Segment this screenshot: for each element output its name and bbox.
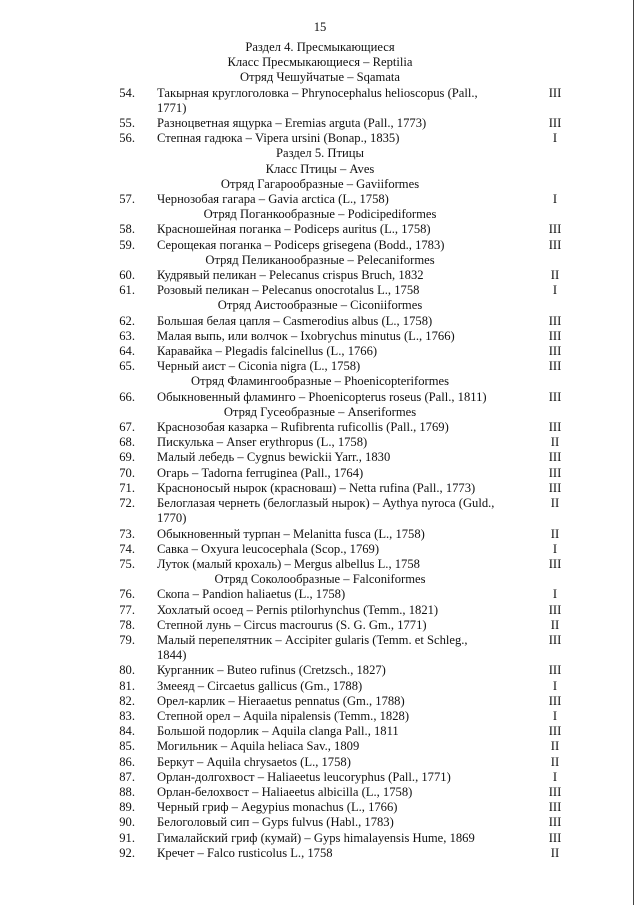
species-entry [0, 527, 640, 542]
entry-number: 71. [119, 480, 135, 495]
heading-text: Отряд Поганкообразные – Podicipediformes [203, 207, 437, 222]
species-entry [0, 618, 640, 633]
category-value: III [548, 222, 562, 237]
category-value: III [548, 800, 562, 815]
species-name: Огарь – Tadorna ferruginea (Pall., 1764) [157, 465, 364, 480]
heading-text: Раздел 4. Пресмыкающиеся [245, 40, 395, 54]
category-value: III [548, 328, 562, 343]
entry-number: 68. [119, 435, 135, 450]
heading-text: Отряд Гагарообразные – Gaviiformes [220, 176, 420, 191]
category-value: I [552, 769, 558, 784]
entry-number: 77. [119, 602, 135, 617]
species-entry [0, 268, 640, 283]
section-heading [0, 374, 640, 389]
entry-number: 59. [119, 237, 135, 252]
entry-number: 62. [119, 313, 135, 328]
entry-number: 81. [119, 678, 135, 693]
heading-text: Отряд Фламингообразные – Phoenicopteriformes [190, 374, 450, 389]
species-name: Белоглазая чернеть (белоглазый нырок) – Aythya nyroca (Guld., [157, 496, 495, 511]
species-entry [0, 466, 640, 481]
category-value: III [548, 465, 562, 480]
species-entry [0, 739, 640, 754]
category-value: II [550, 754, 560, 769]
entry-number: 60. [119, 268, 135, 283]
section-heading [0, 177, 640, 192]
entry-number: 58. [119, 222, 135, 237]
species-name: Орлан-белохвост – Haliaeetus albicilla (L., 1758) [157, 784, 413, 799]
entry-number: 57. [119, 192, 135, 207]
species-entry [0, 724, 640, 739]
species-entry [0, 831, 640, 846]
entry-number: 56. [119, 131, 135, 146]
entry-number: 88. [119, 784, 135, 799]
page-number: 15 [313, 20, 327, 34]
species-name: Разноцветная ящурка – Eremias arguta (Pall., 1773) [157, 116, 427, 131]
category-value: III [548, 784, 562, 799]
species-name: 1771) [157, 100, 187, 115]
species-entry [0, 435, 640, 450]
species-name: Чернозобая гагара – Gavia arctica (L., 1758) [157, 192, 389, 207]
heading-text: Класс Пресмыкающиеся – Reptilia [227, 55, 413, 70]
species-entry [0, 420, 640, 435]
species-name: Малая выпь, или волчок – Ixobrychus minutus (L., 1766) [157, 328, 455, 343]
species-entry [0, 542, 640, 557]
heading-text: Класс Птицы – Aves [265, 161, 375, 176]
species-name: Малый перепелятник – Accipiter gularis (Temm. et Schleg., [157, 632, 468, 647]
species-name: Черный гриф – Aegypius monachus (L., 1766) [157, 800, 398, 815]
entry-number: 69. [119, 450, 135, 465]
species-name: Степной лунь – Circus macrourus (S. G. Gm., 1771) [157, 617, 427, 632]
category-value: III [548, 116, 562, 131]
heading-text: Отряд Чешуйчатые – Sqamata [239, 70, 401, 85]
species-entry [0, 86, 640, 101]
category-value: III [548, 815, 562, 830]
category-value: III [548, 237, 562, 252]
species-name: Кречет – Falco rusticolus L., 1758 [157, 845, 333, 860]
section-heading [0, 253, 640, 268]
species-entry [0, 450, 640, 465]
species-entry [0, 679, 640, 694]
heading-text: Раздел 5. Птицы [276, 146, 364, 161]
category-value: III [548, 450, 562, 465]
entry-number: 84. [119, 724, 135, 739]
entry-number: 85. [119, 739, 135, 754]
category-value: III [548, 313, 562, 328]
species-entry [0, 846, 640, 861]
category-value: II [550, 526, 560, 541]
species-entry [0, 131, 640, 146]
entry-continuation [0, 101, 640, 116]
section-heading [0, 40, 640, 55]
species-name: Скопа – Pandion haliaetus (L., 1758) [157, 587, 346, 602]
species-entry [0, 800, 640, 815]
category-value: I [552, 283, 558, 298]
category-value: I [552, 131, 558, 146]
entry-number: 55. [119, 116, 135, 131]
section-heading [0, 162, 640, 177]
species-name: Обыкновенный турпан – Melanitta fusca (L., 1758) [157, 526, 425, 541]
entry-number: 79. [119, 632, 135, 647]
species-entry [0, 770, 640, 785]
species-list [0, 40, 640, 861]
category-value: II [550, 435, 560, 450]
species-name: Обыкновенный фламинго – Phoenicopterus roseus (Pall., 1811) [157, 389, 487, 404]
entry-continuation [0, 511, 640, 526]
section-heading [0, 298, 640, 313]
species-name: Красношейная поганка – Podiceps auritus (L., 1758) [157, 222, 431, 237]
species-name: Каравайка – Plegadis falcinellus (L., 1766) [157, 344, 378, 359]
species-name: 1844) [157, 648, 187, 663]
species-name: Могильник – Aquila heliaca Sav., 1809 [157, 739, 360, 754]
species-name: Большая белая цапля – Casmerodius albus (L., 1758) [157, 313, 433, 328]
entry-number: 83. [119, 708, 135, 723]
entry-number: 64. [119, 344, 135, 359]
species-name: Степной орел – Aquila nipalensis (Temm., 1828) [157, 708, 410, 723]
species-entry [0, 587, 640, 602]
entry-number: 70. [119, 465, 135, 480]
category-value: II [550, 739, 560, 754]
entry-number: 80. [119, 663, 135, 678]
category-value: III [548, 344, 562, 359]
species-name: Краснозобая казарка – Rufibrenta ruficollis (Pall., 1769) [157, 420, 449, 435]
species-name: Белоголовый сип – Gyps fulvus (Habl., 1783) [157, 815, 394, 830]
entry-number: 86. [119, 754, 135, 769]
species-entry [0, 222, 640, 237]
category-value: III [548, 830, 562, 845]
species-name: Серощекая поганка – Podiceps grisegena (Bodd., 1783) [157, 237, 445, 252]
heading-text: Отряд Аистообразные – Ciconiiformes [217, 298, 423, 313]
category-value: III [548, 420, 562, 435]
species-entry [0, 359, 640, 374]
entry-number: 54. [119, 85, 135, 100]
species-entry [0, 709, 640, 724]
category-value: III [548, 724, 562, 739]
page-edge-line [633, 0, 634, 905]
section-heading [0, 70, 640, 85]
species-entry [0, 633, 640, 648]
species-entry [0, 663, 640, 678]
species-name: Розовый пеликан – Pelecanus onocrotalus L., 1758 [157, 283, 420, 298]
species-name: Большой подорлик – Aquila clanga Pall., 1811 [157, 724, 399, 739]
entry-number: 91. [119, 830, 135, 845]
species-name: Степная гадюка – Vipera ursini (Bonap., 1835) [157, 131, 400, 146]
entry-number: 75. [119, 556, 135, 571]
species-name: Такырная круглоголовка – Phrynocephalus helioscopus (Pall., [157, 85, 478, 100]
category-value: I [552, 678, 558, 693]
species-entry [0, 192, 640, 207]
species-name: Луток (малый крохаль) – Mergus albellus L., 1758 [157, 556, 420, 571]
section-heading [0, 146, 640, 161]
species-name: Беркут – Aquila chrysaetos (L., 1758) [157, 754, 351, 769]
species-entry [0, 496, 640, 511]
species-entry [0, 755, 640, 770]
category-value: II [550, 268, 560, 283]
entry-number: 89. [119, 800, 135, 815]
species-entry [0, 314, 640, 329]
heading-text: Отряд Соколообразные – Falconiformes [214, 572, 426, 587]
entry-number: 76. [119, 587, 135, 602]
heading-text: Отряд Гусеобразные – Anseriformes [223, 404, 417, 419]
species-name: Красноносый нырок (красноваш) – Netta rufina (Pall., 1773) [157, 480, 476, 495]
species-name: Черный аист – Ciconia nigra (L., 1758) [157, 359, 361, 374]
species-entry [0, 283, 640, 298]
heading-text: Отряд Пеликанообразные – Pelecaniformes [205, 252, 435, 267]
entry-number: 66. [119, 389, 135, 404]
entry-number: 63. [119, 328, 135, 343]
category-value: I [552, 708, 558, 723]
category-value: III [548, 85, 562, 100]
category-value: I [552, 541, 558, 556]
section-heading [0, 572, 640, 587]
entry-number: 87. [119, 769, 135, 784]
category-value: II [550, 617, 560, 632]
category-value: III [548, 480, 562, 495]
species-name: Пискулька – Anser erythropus (L., 1758) [157, 435, 368, 450]
species-entry [0, 390, 640, 405]
category-value: III [548, 359, 562, 374]
entry-number: 61. [119, 283, 135, 298]
species-name: 1770) [157, 511, 187, 526]
category-value: III [548, 632, 562, 647]
section-heading [0, 55, 640, 70]
section-heading [0, 207, 640, 222]
entry-number: 65. [119, 359, 135, 374]
species-entry [0, 785, 640, 800]
species-name: Кудрявый пеликан – Pelecanus crispus Bruch, 1832 [157, 268, 424, 283]
species-name: Малый лебедь – Cygnus bewickii Yarr., 1830 [157, 450, 391, 465]
species-entry [0, 116, 640, 131]
species-name: Хохлатый осоед – Pernis ptilorhynchus (Temm., 1821) [157, 602, 439, 617]
entry-number: 74. [119, 541, 135, 556]
species-entry [0, 557, 640, 572]
category-value: II [550, 845, 560, 860]
category-value: I [552, 192, 558, 207]
species-entry [0, 238, 640, 253]
entry-number: 92. [119, 845, 135, 860]
species-entry [0, 815, 640, 830]
entry-number: 67. [119, 420, 135, 435]
entry-number: 73. [119, 526, 135, 541]
species-name: Орлан-долгохвост – Haliaeetus leucoryphus (Pall., 1771) [157, 769, 451, 784]
category-value: I [552, 587, 558, 602]
category-value: II [550, 496, 560, 511]
category-value: III [548, 556, 562, 571]
category-value: III [548, 389, 562, 404]
entry-continuation [0, 648, 640, 663]
category-value: III [548, 602, 562, 617]
species-name: Гималайский гриф (кумай) – Gyps himalayensis Hume, 1869 [157, 830, 475, 845]
species-name: Змееяд – Circaetus gallicus (Gm., 1788) [157, 678, 363, 693]
species-entry [0, 481, 640, 496]
entry-number: 82. [119, 693, 135, 708]
species-name: Орел-карлик – Hieraaetus pennatus (Gm., 1788) [157, 693, 405, 708]
entry-number: 72. [119, 496, 135, 511]
category-value: III [548, 693, 562, 708]
species-entry [0, 329, 640, 344]
category-value: III [548, 663, 562, 678]
species-entry [0, 603, 640, 618]
species-name: Савка – Oxyura leucocephala (Scop., 1769) [157, 541, 380, 556]
section-heading [0, 405, 640, 420]
species-name: Курганник – Buteo rufinus (Cretzsch., 1827) [157, 663, 386, 678]
entry-number: 78. [119, 617, 135, 632]
species-entry [0, 694, 640, 709]
entry-number: 90. [119, 815, 135, 830]
species-entry [0, 344, 640, 359]
